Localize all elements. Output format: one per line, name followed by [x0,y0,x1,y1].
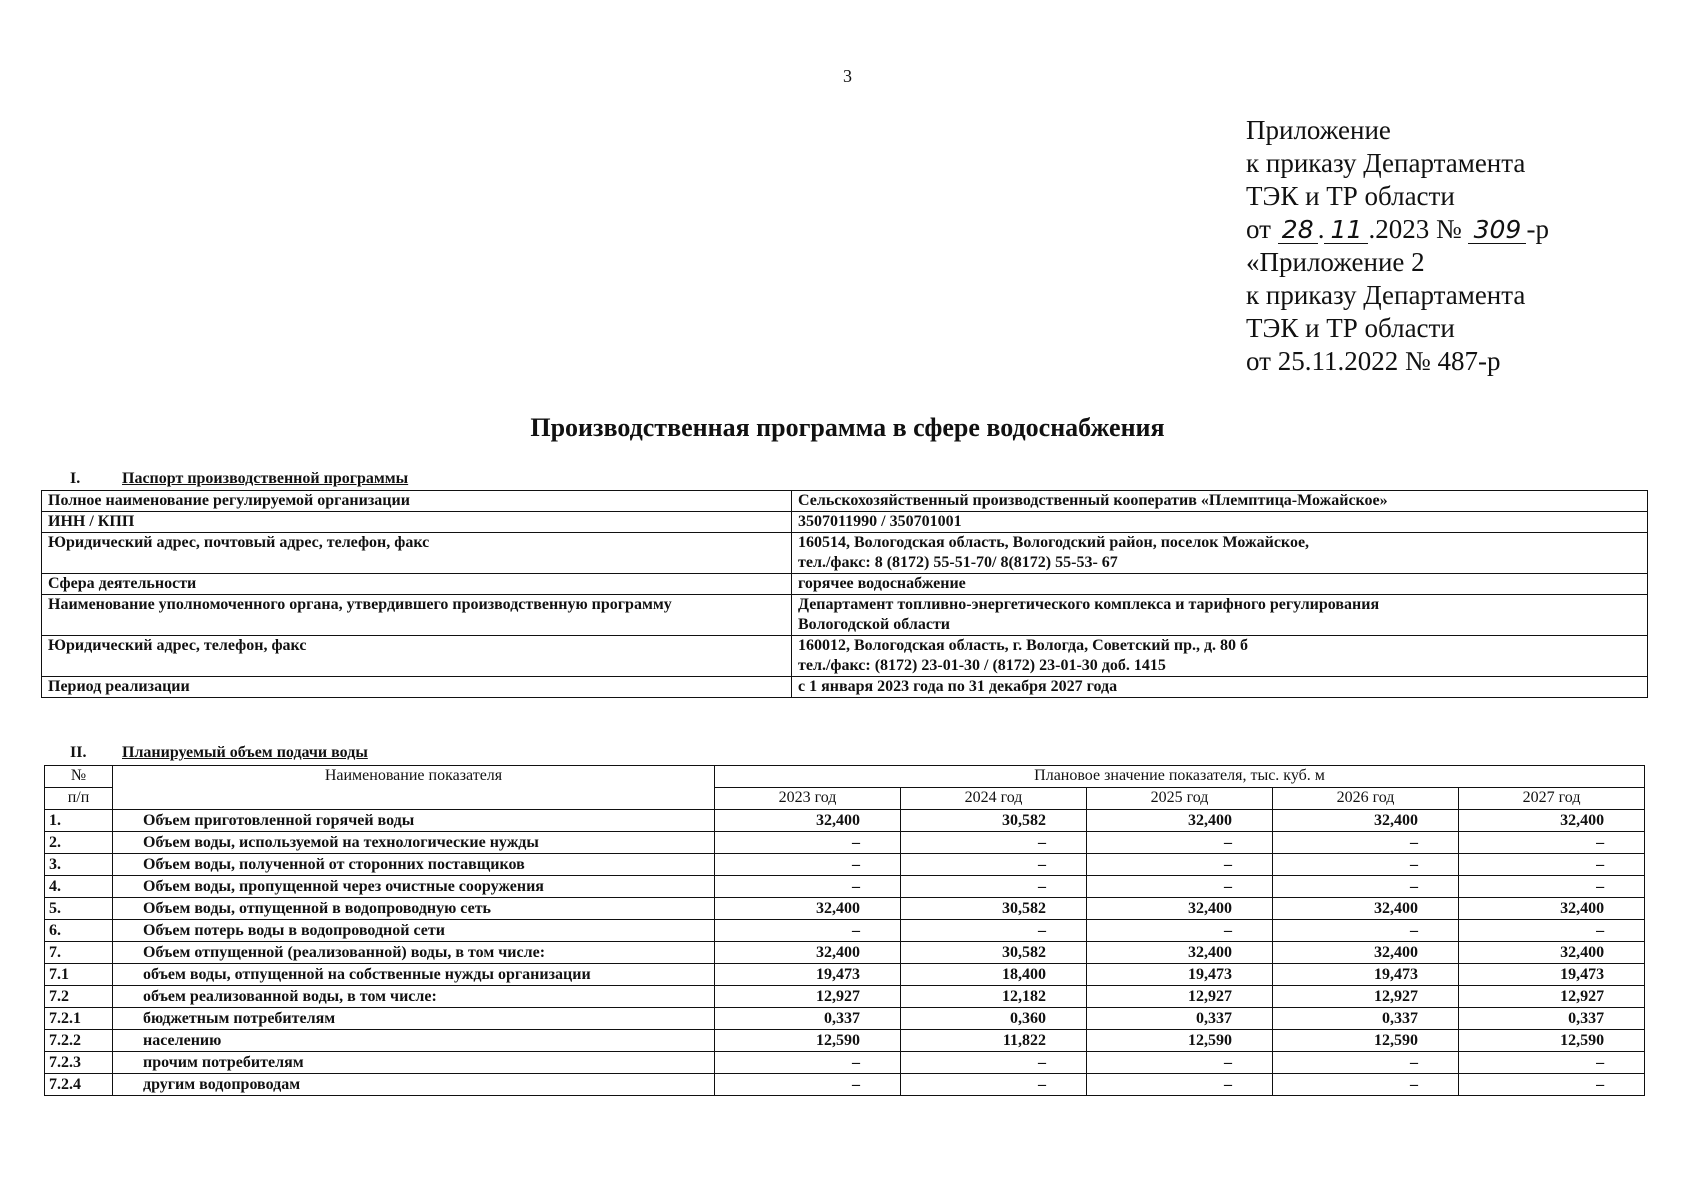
passport-value-line: горячее водоснабжение [798,575,966,592]
row-value: 32,400 [1273,810,1459,832]
row-value: 12,927 [1273,986,1459,1008]
row-value: 19,473 [715,964,901,986]
appendix-block [1246,114,1549,378]
passport-label: Сфера деятельности [42,574,792,595]
row-number: 3. [45,854,113,876]
table-row [45,920,1645,942]
row-value: – [1459,854,1645,876]
row-number: 6. [45,920,113,942]
row-value: – [1273,854,1459,876]
passport-row [42,595,1648,636]
row-value: 12,927 [1087,986,1273,1008]
row-value: – [715,832,901,854]
row-value: – [1087,1074,1273,1096]
row-name: населению [113,1030,715,1052]
row-number: 7.2.2 [45,1030,113,1052]
passport-label: Наименование уполномоченного органа, утвердившего производственную программу [42,595,792,636]
row-value: – [715,920,901,942]
row-value: 32,400 [1273,942,1459,964]
passport-value-line: 3507011990 / 350701001 [798,513,962,530]
col-number-header-2: п/п [45,788,113,810]
section-1-heading [70,470,408,488]
row-value: 18,400 [901,964,1087,986]
row-value: – [1459,1074,1645,1096]
year-header: 2024 год [901,788,1087,810]
row-value: – [901,876,1087,898]
row-name: другим водопроводам [113,1074,715,1096]
passport-value [792,574,1648,595]
appendix-line: от 25.11.2022 № 487-р [1246,346,1501,376]
handwritten-number: 309 [1468,217,1526,244]
row-value: 19,473 [1273,964,1459,986]
row-value: 32,400 [1087,942,1273,964]
row-value: 32,400 [1273,898,1459,920]
passport-row [42,533,1648,574]
passport-value-line: 160514, Вологодская область, Вологодский район, поселок Можайское, [798,534,1310,551]
appendix-line: ТЭК и ТР области [1246,181,1455,211]
handwritten-month: 11 [1324,217,1368,244]
year-header: 2026 год [1273,788,1459,810]
passport-value [792,512,1648,533]
passport-label: Юридический адрес, телефон, факс [42,636,792,677]
row-value: 32,400 [715,810,901,832]
passport-value [792,677,1648,698]
row-value: 0,337 [1087,1008,1273,1030]
passport-value-line: Вологодской области [798,616,951,633]
row-name: прочим потребителям [113,1052,715,1074]
row-number: 7.2.4 [45,1074,113,1096]
passport-value-line: Департамент топливно-энергетического комплекса и тарифного регулирования [798,596,1380,613]
year-header: 2025 год [1087,788,1273,810]
row-value: 32,400 [715,898,901,920]
row-number: 7.2.3 [45,1052,113,1074]
row-number: 5. [45,898,113,920]
passport-row [42,512,1648,533]
row-number: 7.2.1 [45,1008,113,1030]
passport-value [792,636,1648,677]
row-value: – [1273,876,1459,898]
passport-value [792,595,1648,636]
passport-table [41,490,1648,698]
row-value: 12,590 [715,1030,901,1052]
appendix-date-line: от 28 . 11 .2023 № 309 -р [1246,214,1549,244]
row-value: 0,360 [901,1008,1087,1030]
row-name: объем реализованной воды, в том числе: [113,986,715,1008]
passport-label: Юридический адрес, почтовый адрес, телефон, факс [42,533,792,574]
row-value: 0,337 [1459,1008,1645,1030]
appendix-date-suffix: -р [1526,214,1549,244]
passport-label: Период реализации [42,677,792,698]
row-value: 11,822 [901,1030,1087,1052]
row-value: – [1273,920,1459,942]
row-value: – [715,854,901,876]
row-value: – [1273,1074,1459,1096]
col-plan-header: Плановое значение показателя, тыс. куб. м [715,766,1645,788]
table-row [45,986,1645,1008]
row-value: 32,400 [1087,898,1273,920]
appendix-date-year: .2023 № [1368,214,1462,244]
water-volume-table [44,765,1645,1096]
row-name: Объем отпущенной (реализованной) воды, в том числе: [113,942,715,964]
passport-row [42,636,1648,677]
row-value: – [1459,1052,1645,1074]
table-row [45,876,1645,898]
passport-label: ИНН / КПП [42,512,792,533]
row-value: 30,582 [901,898,1087,920]
appendix-line: ТЭК и ТР области [1246,313,1455,343]
row-value: 0,337 [715,1008,901,1030]
passport-value-line: с 1 января 2023 года по 31 декабря 2027 года [798,678,1118,695]
row-name: бюджетным потребителям [113,1008,715,1030]
row-value: – [1459,832,1645,854]
row-number: 2. [45,832,113,854]
row-value: 30,582 [901,810,1087,832]
table-row [45,1008,1645,1030]
table-row [45,1074,1645,1096]
passport-value [792,491,1648,512]
row-name: Объем воды, отпущенной в водопроводную сеть [113,898,715,920]
row-number: 7.2 [45,986,113,1008]
row-name: объем воды, отпущенной на собственные нужды организации [113,964,715,986]
table-row [45,898,1645,920]
appendix-line: «Приложение 2 [1246,247,1425,277]
row-name: Объем потерь воды в водопроводной сети [113,920,715,942]
passport-value-line: тел./факс: 8 (8172) 55-51-70/ 8(8172) 55-53- 67 [798,554,1118,571]
page-number: 3 [843,66,852,86]
table-row [45,964,1645,986]
row-value: 19,473 [1087,964,1273,986]
year-header: 2027 год [1459,788,1645,810]
document-title: Производственная программа в сфере водоснабжения [530,413,1165,442]
row-value: 12,590 [1273,1030,1459,1052]
row-number: 7.1 [45,964,113,986]
section-title: Планируемый объем подачи воды [122,744,368,761]
row-name: Объем приготовленной горячей воды [113,810,715,832]
row-value: – [1459,920,1645,942]
row-value: 32,400 [715,942,901,964]
row-value: – [1087,876,1273,898]
row-value: – [1273,832,1459,854]
row-value: – [901,1074,1087,1096]
table-row [45,1030,1645,1052]
row-value: 19,473 [1459,964,1645,986]
section-number: I. [70,470,81,487]
section-title: Паспорт производственной программы [122,470,409,487]
row-value: 30,582 [901,942,1087,964]
row-value: – [901,832,1087,854]
row-value: 32,400 [1459,810,1645,832]
row-value: – [901,920,1087,942]
year-header: 2023 год [715,788,901,810]
passport-row [42,677,1648,698]
row-value: 12,927 [1459,986,1645,1008]
row-value: – [715,1074,901,1096]
row-number: 4. [45,876,113,898]
table-row [45,832,1645,854]
table-row [45,810,1645,832]
row-name: Объем воды, используемой на технологические нужды [113,832,715,854]
row-value: 12,927 [715,986,901,1008]
row-value: 12,590 [1459,1030,1645,1052]
row-name: Объем воды, пропущенной через очистные сооружения [113,876,715,898]
passport-value [792,533,1648,574]
row-value: 0,337 [1273,1008,1459,1030]
passport-value-line: тел./факс: (8172) 23-01-30 / (8172) 23-01-30 доб. 1415 [798,657,1166,674]
row-value: – [1087,854,1273,876]
row-value: – [715,876,901,898]
passport-value-line: Сельскохозяйственный производственный кооператив «Племптица-Можайское» [798,492,1388,509]
appendix-date-prefix: от [1246,214,1271,244]
row-value: – [1459,876,1645,898]
table-row [45,854,1645,876]
header-row [45,766,1645,788]
section-number: II. [70,744,87,761]
row-value: – [1273,1052,1459,1074]
passport-label: Полное наименование регулируемой организации [42,491,792,512]
row-value: 32,400 [1459,942,1645,964]
row-value: – [1087,920,1273,942]
appendix-line: к приказу Департамента [1246,280,1526,310]
col-number-header: № [45,766,113,788]
appendix-line: к приказу Департамента [1246,148,1526,178]
passport-row [42,491,1648,512]
passport-row [42,574,1648,595]
row-value: – [715,1052,901,1074]
row-value: 32,400 [1459,898,1645,920]
row-value: 32,400 [1087,810,1273,832]
row-value: – [901,854,1087,876]
row-value: – [901,1052,1087,1074]
row-value: – [1087,832,1273,854]
section-2-heading [70,744,368,762]
passport-value-line: 160012, Вологодская область, г. Вологда, Советский пр., д. 80 б [798,637,1249,654]
row-number: 7. [45,942,113,964]
row-value: 12,590 [1087,1030,1273,1052]
row-value: – [1087,1052,1273,1074]
handwritten-day: 28 [1278,217,1318,244]
table-row [45,942,1645,964]
row-value: 12,182 [901,986,1087,1008]
row-number: 1. [45,810,113,832]
col-name-header: Наименование показателя [113,766,715,810]
table-row [45,1052,1645,1074]
appendix-line: Приложение [1246,115,1391,145]
row-name: Объем воды, полученной от сторонних поставщиков [113,854,715,876]
